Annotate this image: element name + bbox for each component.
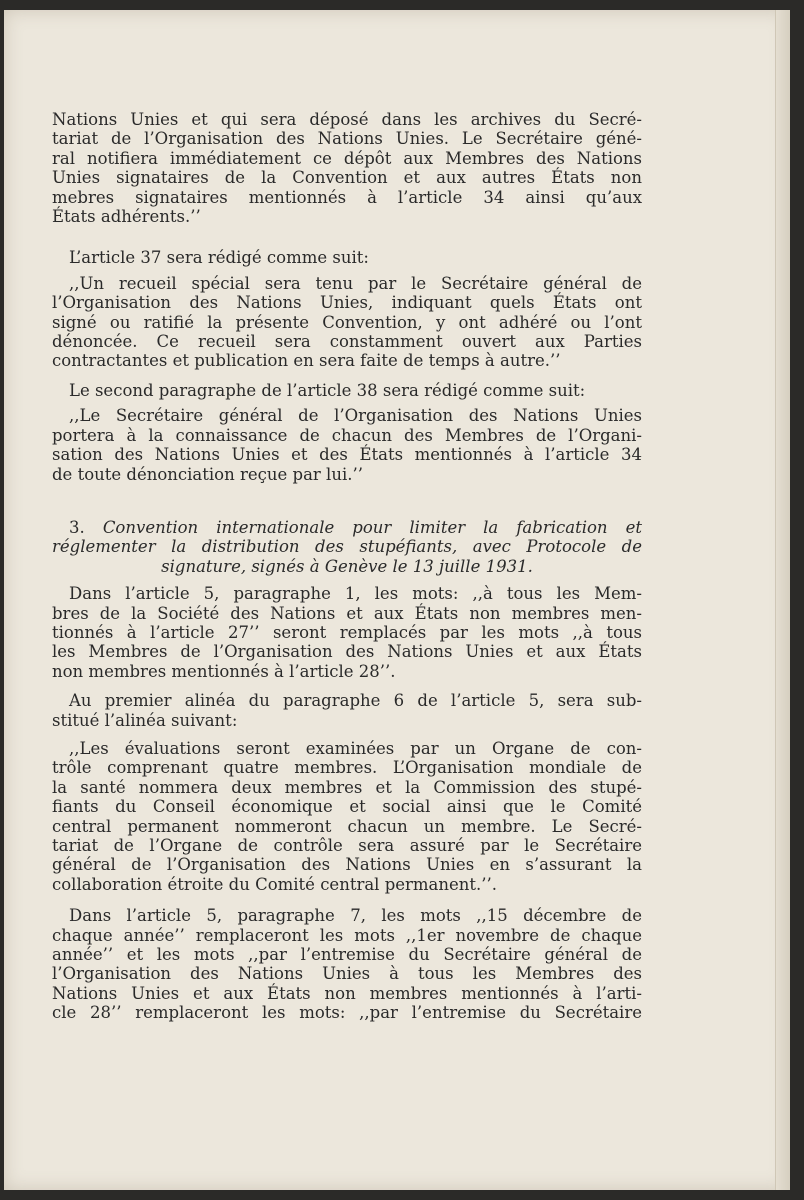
section-number: 3. <box>69 517 85 537</box>
page-edge <box>775 10 790 1190</box>
paragraph-article-5-p6-quote <box>52 739 642 894</box>
text-line: ral notifiera immédiatement ce dépôt aux Membres des Nations <box>52 148 642 168</box>
text-line: L’article 37 sera rédigé comme suit: <box>69 248 369 268</box>
paragraph-article-37-intro <box>52 248 642 267</box>
text-line: Dans l’article 5, paragraphe 7, les mots ,,15 décembre de <box>69 906 642 926</box>
paragraph-article-5-p1 <box>52 584 642 681</box>
text-line: de toute dénonciation reçue par lui.’’ <box>52 464 363 484</box>
text-line: Nations Unies et aux États non membres mentionnés à l’arti- <box>52 983 642 1003</box>
section-heading-line: signature, signés à Genève le 13 juille 1931. <box>161 556 533 576</box>
document-page <box>4 10 788 1190</box>
text-line: Dans l’article 5, paragraphe 1, les mots: ,,à tous les Mem- <box>69 584 642 604</box>
text-line: année’’ et les mots ,,par l’entremise du Secrétaire général de <box>52 945 642 965</box>
text-line: États adhérents.’’ <box>52 207 201 227</box>
text-line: l’Organisation des Nations Unies à tous les Membres des <box>52 964 642 984</box>
text-line: Le second paragraphe de l’article 38 sera rédigé comme suit: <box>69 380 586 400</box>
text-line: Unies signataires de la Convention et aux autres États non <box>52 168 642 188</box>
text-line: les Membres de l’Organisation des Nations Unies et aux États <box>52 642 642 662</box>
page-text <box>52 110 642 1023</box>
section-title: Convention internationale pour limiter la fabrication et <box>102 517 642 537</box>
text-line: la santé nommera deux membres et la Commission des stupé- <box>52 777 642 797</box>
text-line: cle 28’’ remplaceront les mots: ,,par l’entremise du Secrétaire <box>52 1003 642 1023</box>
section-heading-line <box>52 518 642 537</box>
text-line: Au premier alinéa du paragraphe 6 de l’article 5, sera sub- <box>69 691 642 711</box>
text-line: ,,Un recueil spécial sera tenu par le Secrétaire général de <box>69 273 642 293</box>
text-line: stitué l’alinéa suivant: <box>52 710 238 730</box>
text-line: signé ou ratifié la présente Convention, y ont adhéré ou l’ont <box>52 312 642 332</box>
text-line: tionnés à l’article 27’’ seront remplacés par les mots ,,à tous <box>52 622 642 642</box>
text-line: l’Organisation des Nations Unies, indiquant quels États ont <box>52 293 642 313</box>
text-line: fiants du Conseil économique et social ainsi que le Comité <box>52 797 642 817</box>
text-line: contractantes et publication en sera faite de temps à autre.’’ <box>52 351 561 371</box>
text-line: portera à la connaissance de chacun des Membres de l’Organi- <box>52 425 642 445</box>
text-line: ,,Les évaluations seront examinées par un Organe de con- <box>69 738 642 758</box>
paragraph-article-5-p6-intro <box>52 691 642 730</box>
paragraph-article-5-p7 <box>52 906 642 1022</box>
text-line: chaque année’’ remplaceront les mots ,,1er novembre de chaque <box>52 925 642 945</box>
paragraph-article-38-quote <box>52 406 642 484</box>
text-line: non membres mentionnés à l’article 28’’. <box>52 661 396 681</box>
text-line: général de l’Organisation des Nations Unies en s’assurant la <box>52 855 642 875</box>
paragraph-article-38-intro <box>52 381 642 400</box>
paragraph-article-37-quote <box>52 274 642 371</box>
text-line: collaboration étroite du Comité central permanent.’’. <box>52 874 498 894</box>
text-line: dénoncée. Ce recueil sera constamment ouvert aux Parties <box>52 332 642 352</box>
text-line: Nations Unies et qui sera déposé dans les archives du Secré- <box>52 110 642 129</box>
text-line: tariat de l’Organisation des Nations Unies. Le Secrétaire géné- <box>52 129 642 149</box>
text-line: ,,Le Secrétaire général de l’Organisation des Nations Unies <box>69 406 642 426</box>
text-line: tariat de l’Organe de contrôle sera assuré par le Secrétaire <box>52 836 642 855</box>
text-line: trôle comprenant quatre membres. L’Organisation mondiale de <box>52 758 642 778</box>
text-line: central permanent nommeront chacun un membre. Le Secré- <box>52 816 642 836</box>
paragraph-continuation <box>52 110 642 226</box>
text-line: bres de la Société des Nations et aux États non membres men- <box>52 603 642 623</box>
text-line: sation des Nations Unies et des États mentionnés à l’article 34 <box>52 445 642 465</box>
text-line: mebres signataires mentionnés à l’article 34 ainsi qu’aux <box>52 187 642 207</box>
section-heading-line: réglementer la distribution des stupéfiants, avec Protocole de <box>52 537 642 557</box>
section-heading <box>52 518 642 576</box>
